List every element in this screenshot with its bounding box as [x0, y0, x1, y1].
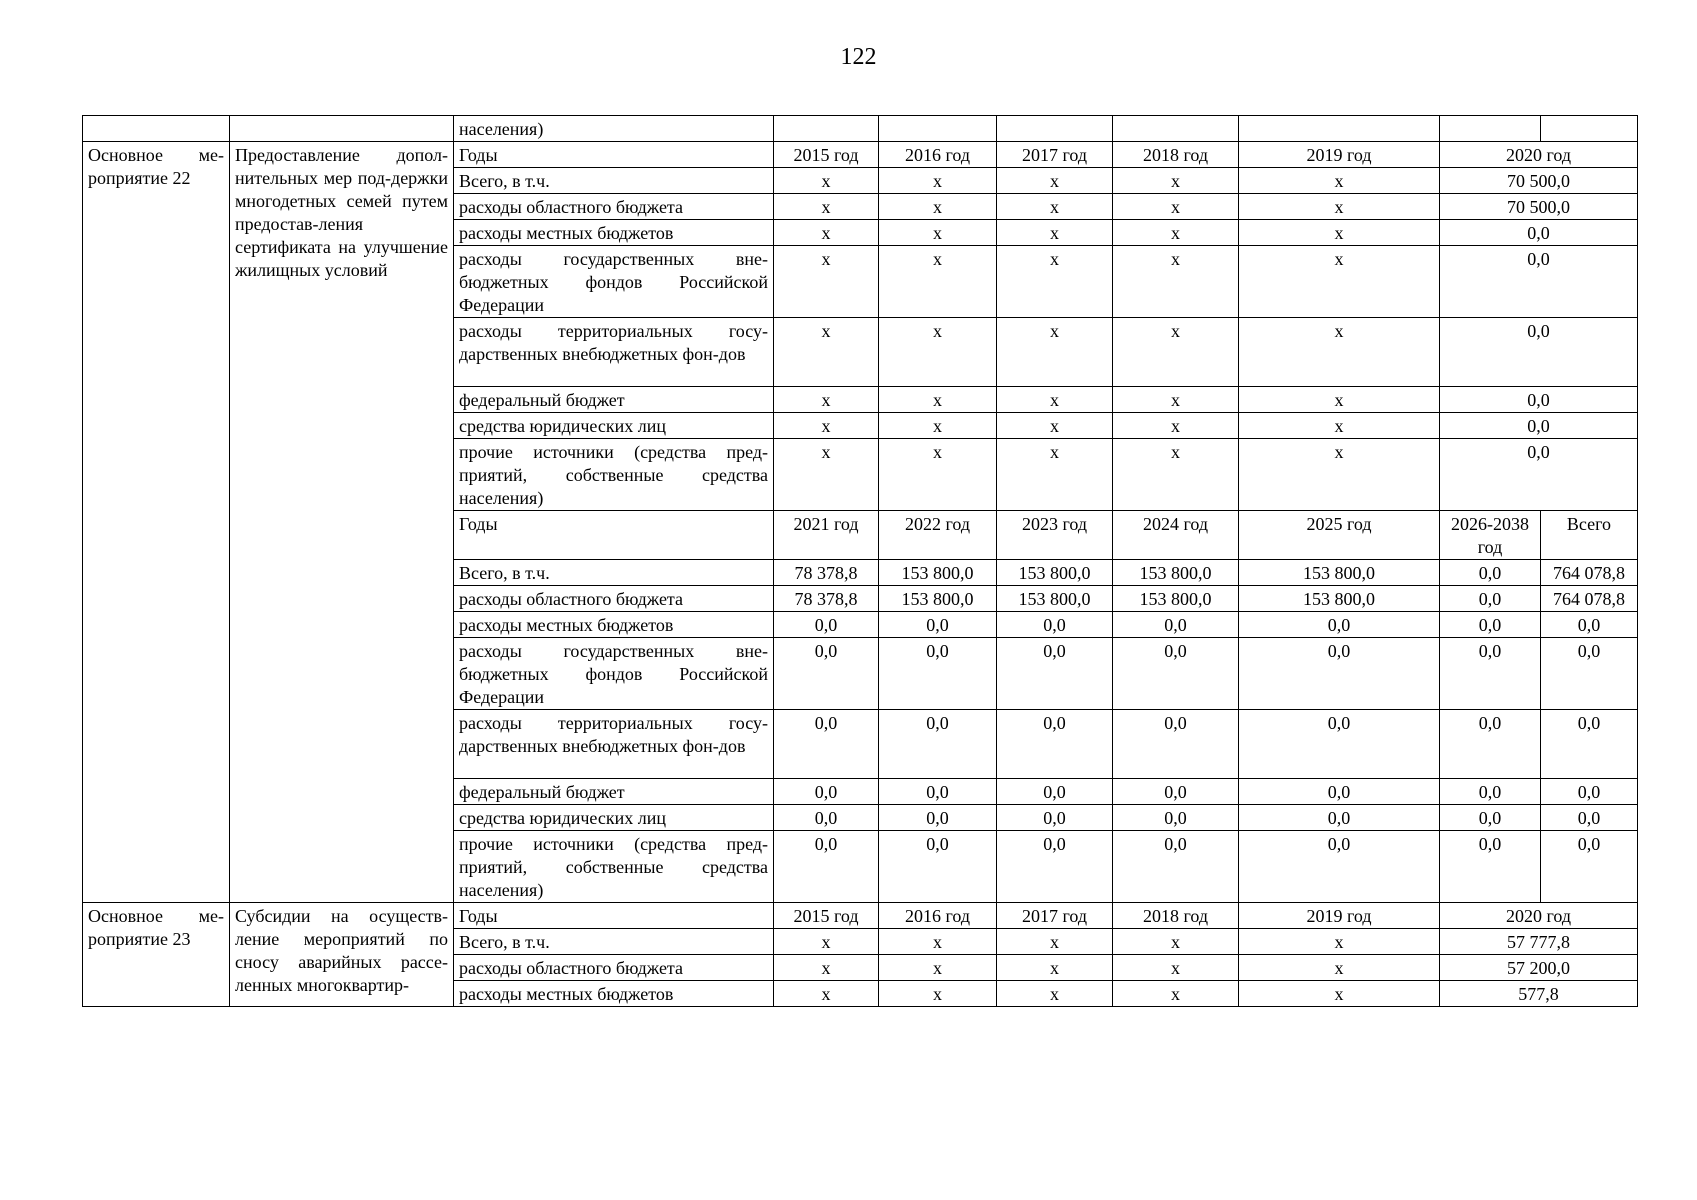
- value-cell: 153 800,0: [1239, 560, 1440, 586]
- year-header: 2022 год: [879, 511, 997, 560]
- cell-empty: [1113, 116, 1239, 142]
- value-cell: х: [879, 981, 997, 1007]
- table-body: [83, 116, 1638, 1007]
- source-label: прочие источники (средства пред-приятий, собственные средства населения): [454, 831, 774, 903]
- source-label: средства юридических лиц: [454, 805, 774, 831]
- value-cell: 0,0: [1440, 831, 1541, 903]
- cell-empty: [879, 116, 997, 142]
- value-cell: 153 800,0: [879, 586, 997, 612]
- value-cell: х: [879, 439, 997, 511]
- value-cell: 0,0: [1440, 413, 1638, 439]
- value-cell: х: [1239, 439, 1440, 511]
- value-cell: 0,0: [1541, 710, 1638, 779]
- value-cell: х: [1239, 168, 1440, 194]
- value-cell: 0,0: [879, 612, 997, 638]
- value-cell: 153 800,0: [1113, 586, 1239, 612]
- year-header: 2017 год: [997, 142, 1113, 168]
- year-header: 2017 год: [997, 903, 1113, 929]
- value-cell: 0,0: [997, 779, 1113, 805]
- measure-description: Предоставление допол-нительных мер под-держки многодетных семей путем предостав-ления сертификата на улучшение жилищных условий: [230, 142, 454, 903]
- year-header: 2016 год: [879, 142, 997, 168]
- value-cell: х: [879, 318, 997, 387]
- years-label: Годы: [454, 142, 774, 168]
- value-cell: х: [1113, 981, 1239, 1007]
- value-cell: 57 200,0: [1440, 955, 1638, 981]
- table-row: [83, 903, 1638, 929]
- year-header: 2024 год: [1113, 511, 1239, 560]
- value-cell: х: [1113, 955, 1239, 981]
- value-cell: 0,0: [879, 638, 997, 710]
- year-header: 2021 год: [774, 511, 879, 560]
- value-cell: 0,0: [1113, 612, 1239, 638]
- years-label: Годы: [454, 511, 774, 560]
- source-label: расходы областного бюджета: [454, 194, 774, 220]
- value-cell: х: [774, 955, 879, 981]
- source-label: прочие источники (средства пред-приятий, собственные средства населения): [454, 439, 774, 511]
- value-cell: 153 800,0: [1239, 586, 1440, 612]
- value-cell: 0,0: [1239, 831, 1440, 903]
- value-cell: х: [774, 439, 879, 511]
- value-cell: 0,0: [774, 638, 879, 710]
- value-cell: х: [1113, 246, 1239, 318]
- value-cell: 764 078,8: [1541, 586, 1638, 612]
- value-cell: 153 800,0: [1113, 560, 1239, 586]
- value-cell: х: [879, 929, 997, 955]
- value-cell: 0,0: [1239, 710, 1440, 779]
- value-cell: 0,0: [1113, 779, 1239, 805]
- value-cell: х: [1239, 413, 1440, 439]
- value-cell: 0,0: [1440, 805, 1541, 831]
- value-cell: х: [1239, 194, 1440, 220]
- value-cell: 0,0: [997, 612, 1113, 638]
- value-cell: х: [1113, 387, 1239, 413]
- measure-name: Основное ме-роприятие 22: [83, 142, 230, 903]
- value-cell: х: [1239, 387, 1440, 413]
- source-label: расходы государственных вне-бюджетных фондов Российской Федерации: [454, 638, 774, 710]
- value-cell: х: [997, 413, 1113, 439]
- value-cell: 0,0: [879, 710, 997, 779]
- value-cell: 0,0: [1440, 246, 1638, 318]
- source-label: расходы местных бюджетов: [454, 220, 774, 246]
- value-cell: х: [997, 246, 1113, 318]
- source-label: федеральный бюджет: [454, 779, 774, 805]
- value-cell: 0,0: [1440, 439, 1638, 511]
- value-cell: х: [1113, 318, 1239, 387]
- value-cell: 0,0: [1440, 612, 1541, 638]
- cell-empty: [997, 116, 1113, 142]
- row-label: населения): [454, 116, 774, 142]
- source-label: Всего, в т.ч.: [454, 929, 774, 955]
- year-header: 2025 год: [1239, 511, 1440, 560]
- value-cell: х: [1113, 929, 1239, 955]
- value-cell: 0,0: [1541, 831, 1638, 903]
- value-cell: 764 078,8: [1541, 560, 1638, 586]
- value-cell: х: [997, 955, 1113, 981]
- value-cell: 0,0: [1440, 586, 1541, 612]
- year-header: 2020 год: [1440, 142, 1638, 168]
- year-header: 2015 год: [774, 903, 879, 929]
- year-header: 2023 год: [997, 511, 1113, 560]
- value-cell: х: [774, 413, 879, 439]
- value-cell: х: [997, 168, 1113, 194]
- source-label: Всего, в т.ч.: [454, 560, 774, 586]
- source-label: федеральный бюджет: [454, 387, 774, 413]
- value-cell: х: [879, 413, 997, 439]
- value-cell: 0,0: [774, 779, 879, 805]
- source-label: расходы местных бюджетов: [454, 612, 774, 638]
- value-cell: 0,0: [1239, 638, 1440, 710]
- value-cell: 0,0: [1113, 710, 1239, 779]
- value-cell: 0,0: [1440, 220, 1638, 246]
- value-cell: х: [1113, 194, 1239, 220]
- source-label: расходы государственных вне-бюджетных фондов Российской Федерации: [454, 246, 774, 318]
- year-header: 2026-2038 год: [1440, 511, 1541, 560]
- value-cell: х: [879, 168, 997, 194]
- value-cell: х: [774, 168, 879, 194]
- table-row: [83, 116, 1638, 142]
- value-cell: х: [997, 387, 1113, 413]
- year-header: 2018 год: [1113, 903, 1239, 929]
- value-cell: 0,0: [1440, 560, 1541, 586]
- value-cell: 0,0: [1440, 638, 1541, 710]
- value-cell: х: [879, 387, 997, 413]
- value-cell: х: [997, 981, 1113, 1007]
- value-cell: х: [997, 439, 1113, 511]
- value-cell: х: [1113, 413, 1239, 439]
- value-cell: х: [879, 194, 997, 220]
- year-header: 2016 год: [879, 903, 997, 929]
- value-cell: 0,0: [997, 710, 1113, 779]
- value-cell: 0,0: [1440, 779, 1541, 805]
- value-cell: 0,0: [1239, 805, 1440, 831]
- table-row: [83, 142, 1638, 168]
- value-cell: 78 378,8: [774, 586, 879, 612]
- year-header: 2015 год: [774, 142, 879, 168]
- value-cell: х: [774, 220, 879, 246]
- value-cell: 0,0: [1541, 638, 1638, 710]
- value-cell: 0,0: [1113, 638, 1239, 710]
- value-cell: 0,0: [1239, 779, 1440, 805]
- cell-empty: [1541, 116, 1638, 142]
- value-cell: 0,0: [1113, 831, 1239, 903]
- value-cell: х: [1239, 318, 1440, 387]
- value-cell: 0,0: [879, 831, 997, 903]
- value-cell: 0,0: [997, 638, 1113, 710]
- value-cell: 0,0: [879, 805, 997, 831]
- value-cell: х: [1239, 220, 1440, 246]
- value-cell: 0,0: [774, 612, 879, 638]
- value-cell: х: [879, 246, 997, 318]
- value-cell: 0,0: [1541, 779, 1638, 805]
- source-label: расходы территориальных госу-дарственных внебюджетных фон-дов: [454, 318, 774, 387]
- value-cell: 0,0: [774, 831, 879, 903]
- page-number: 122: [840, 44, 877, 70]
- source-label: Всего, в т.ч.: [454, 168, 774, 194]
- value-cell: х: [1113, 220, 1239, 246]
- value-cell: 0,0: [1541, 805, 1638, 831]
- value-cell: х: [774, 929, 879, 955]
- source-label: расходы областного бюджета: [454, 955, 774, 981]
- measure-name: Основное ме-роприятие 23: [83, 903, 230, 1007]
- value-cell: 70 500,0: [1440, 168, 1638, 194]
- value-cell: 153 800,0: [997, 560, 1113, 586]
- value-cell: х: [1113, 439, 1239, 511]
- value-cell: х: [1113, 168, 1239, 194]
- value-cell: х: [879, 955, 997, 981]
- value-cell: 0,0: [1239, 612, 1440, 638]
- value-cell: х: [1239, 955, 1440, 981]
- value-cell: 70 500,0: [1440, 194, 1638, 220]
- value-cell: 0,0: [774, 805, 879, 831]
- value-cell: х: [774, 318, 879, 387]
- source-label: расходы местных бюджетов: [454, 981, 774, 1007]
- value-cell: х: [997, 318, 1113, 387]
- value-cell: 0,0: [1440, 318, 1638, 387]
- year-header: Всего: [1541, 511, 1638, 560]
- year-header: 2019 год: [1239, 903, 1440, 929]
- cell-empty: [774, 116, 879, 142]
- value-cell: 0,0: [997, 831, 1113, 903]
- measure-description: Субсидии на осуществ-ление мероприятий по сносу аварийных рассе-ленных многоквартир-: [230, 903, 454, 1007]
- value-cell: 0,0: [774, 710, 879, 779]
- value-cell: 0,0: [1440, 387, 1638, 413]
- value-cell: 0,0: [1440, 710, 1541, 779]
- value-cell: х: [1239, 246, 1440, 318]
- value-cell: х: [774, 387, 879, 413]
- value-cell: 0,0: [1541, 612, 1638, 638]
- value-cell: х: [997, 929, 1113, 955]
- year-header: 2018 год: [1113, 142, 1239, 168]
- value-cell: х: [1239, 929, 1440, 955]
- value-cell: х: [879, 220, 997, 246]
- source-label: средства юридических лиц: [454, 413, 774, 439]
- value-cell: х: [1239, 981, 1440, 1007]
- year-header: 2020 год: [1440, 903, 1638, 929]
- cell-empty: [1440, 116, 1541, 142]
- value-cell: 0,0: [879, 779, 997, 805]
- source-label: расходы областного бюджета: [454, 586, 774, 612]
- cell-empty: [230, 116, 454, 142]
- value-cell: 57 777,8: [1440, 929, 1638, 955]
- years-label: Годы: [454, 903, 774, 929]
- value-cell: 153 800,0: [879, 560, 997, 586]
- source-label: расходы территориальных госу-дарственных внебюджетных фон-дов: [454, 710, 774, 779]
- value-cell: 153 800,0: [997, 586, 1113, 612]
- cell-empty: [1239, 116, 1440, 142]
- value-cell: 0,0: [997, 805, 1113, 831]
- value-cell: 0,0: [1113, 805, 1239, 831]
- value-cell: х: [774, 194, 879, 220]
- year-header: 2019 год: [1239, 142, 1440, 168]
- value-cell: х: [997, 220, 1113, 246]
- funding-table: [82, 115, 1638, 1007]
- value-cell: х: [774, 981, 879, 1007]
- value-cell: х: [774, 246, 879, 318]
- cell-empty: [83, 116, 230, 142]
- value-cell: 78 378,8: [774, 560, 879, 586]
- value-cell: х: [997, 194, 1113, 220]
- value-cell: 577,8: [1440, 981, 1638, 1007]
